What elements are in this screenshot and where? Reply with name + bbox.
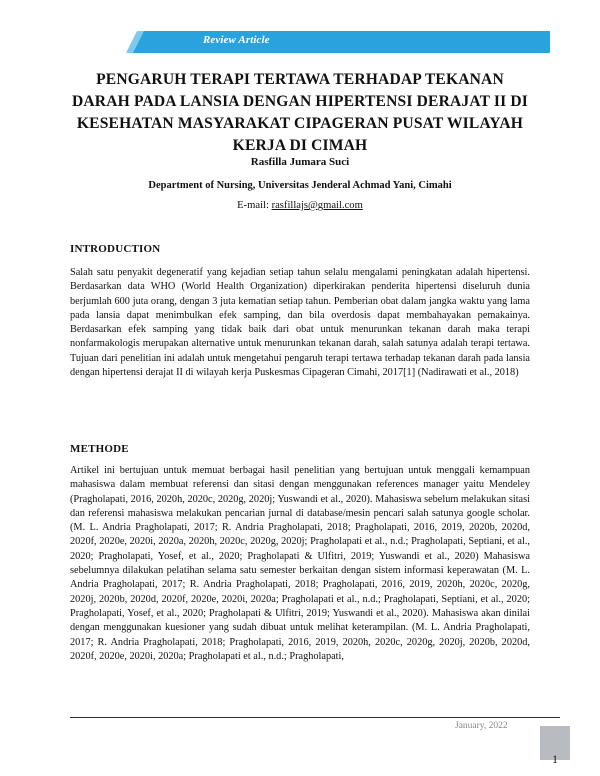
footer-date: January, 2022 [455, 721, 508, 731]
introduction-body: Salah satu penyakit degeneratif yang kejadian setiap tahun selalu mengalami peningkatan adalah hipertensi. Berdasarkan data WHO (World Health Organization) diperkirakan penderita hipertensi diseluruh dunia berjumlah 600 juta orang, dengan 3 juta kematian setiap tahun. Pemberian obat dalam jangka waktu yang lama pada lansia dapat menimbulkan efek samping, dan bila overdosis dapat membahayakan pemakainya. Berdasarkan efek samping yang tidak baik dari obat untuk menurunkan tekanan darah maka terapi nonfarmakologis merupakan alternative untuk menurunkan tekanan darah, salah satunya adalah terapi tertawa. Tujuan dari penelitian ini adalah untuk mengetahui pengaruh terapi tertawa terhadap tekanan darah pada lansia dengan hipertensi derajat II di wilayah kerja Puskesmas Cipageran Cimahi, 2017[1] (Nadirawati et al., 2018) [70, 267, 530, 379]
methode-heading: METHODE [70, 443, 129, 455]
introduction-heading: INTRODUCTION [70, 243, 161, 255]
banner-shape [26, 31, 550, 53]
article-type-label: Review Article [203, 34, 270, 46]
footer-rule [70, 717, 560, 718]
paper-title: PENGARUH TERAPI TERTAWA TERHADAP TEKANAN DARAH PADA LANSIA DENGAN HIPERTENSI DERAJAT II DI KESEHATAN MASYARAKAT CIPAGERAN PUSAT WILAYAH KERJA DI CIMAH [71, 71, 529, 154]
article-type-banner [26, 31, 550, 53]
methode-body: Artikel ini bertujuan untuk memuat berbagai hasil penelitian yang bertujuan untuk menggali kemampuan mahasiswa dalam membuat referensi dan sitasi dengan menggunakan references manager yaitu Mendeley (Pragholapati, 2016, 2020h, 2020c, 2020g, 2020j; Yuswandi et al., 2020). Mahasiswa sebelum melakukan sitasi dan referensi mahasiswa melakukan pencarian jurnal di database/mesin pencari salah satunya google scholar.(M. L. Andria Pragholapati, 2017; R. Andria Pragholapati, 2018; Pragholapati, 2016, 2019, 2020b, 2020d, 2020f, 2020e, 2020i, 2020a, 2020h, 2020c, 2020g, 2020j; Pragholapati et al., n.d.; Pragholapati, Septiani, et al., 2020; Pragholapati, Yosef, et al., 2020; Pragholapati & Ulfitri, 2019; Yuswandi et al., 2020) Mahasiswa sebelumnya dilakukan pelatihan selama satu semester berkaitan dengan sistem informasi keperawatan (M. L. Andria Pragholapati, 2017; R. Andria Pragholapati, 2018; Pragholapati, 2016, 2019, 2020h, 2020c, 2020g, 2020j, 2020b, 2020d, 2020f, 2020e, 2020i, 2020a; Pragholapati et al., n.d.; Pragholapati, Septiani, et al., 2020; Pragholapati, Yosef, et al., 2020; Pragholapati & Ulfitri, 2019; Yuswandi et al., 2020). Mahasiswa akan dinilai dengan menggunakan kuesioner yang sudah dibuat untuk melihat keterampilan. (M. L. Andria Pragholapati, 2017; R. Andria Pragholapati, 2018; Pragholapati, 2016, 2019, 2020h, 2020c, 2020g, 2020j, 2020b, 2020d, 2020f, 2020e, 2020i, 2020a; Pragholapati et al., n.d.; Pragholapati, [70, 465, 530, 662]
email-label: E-mail: [237, 200, 272, 211]
page-number: 1 [552, 752, 558, 766]
author-affiliation: Department of Nursing, Universitas Jenderal Achmad Yani, Cimahi [148, 180, 452, 191]
author-name: Rasfilla Jumara Suci [250, 156, 350, 168]
email-link[interactable]: rasfillajs@gmail.com [271, 200, 363, 211]
author-email [70, 200, 530, 211]
